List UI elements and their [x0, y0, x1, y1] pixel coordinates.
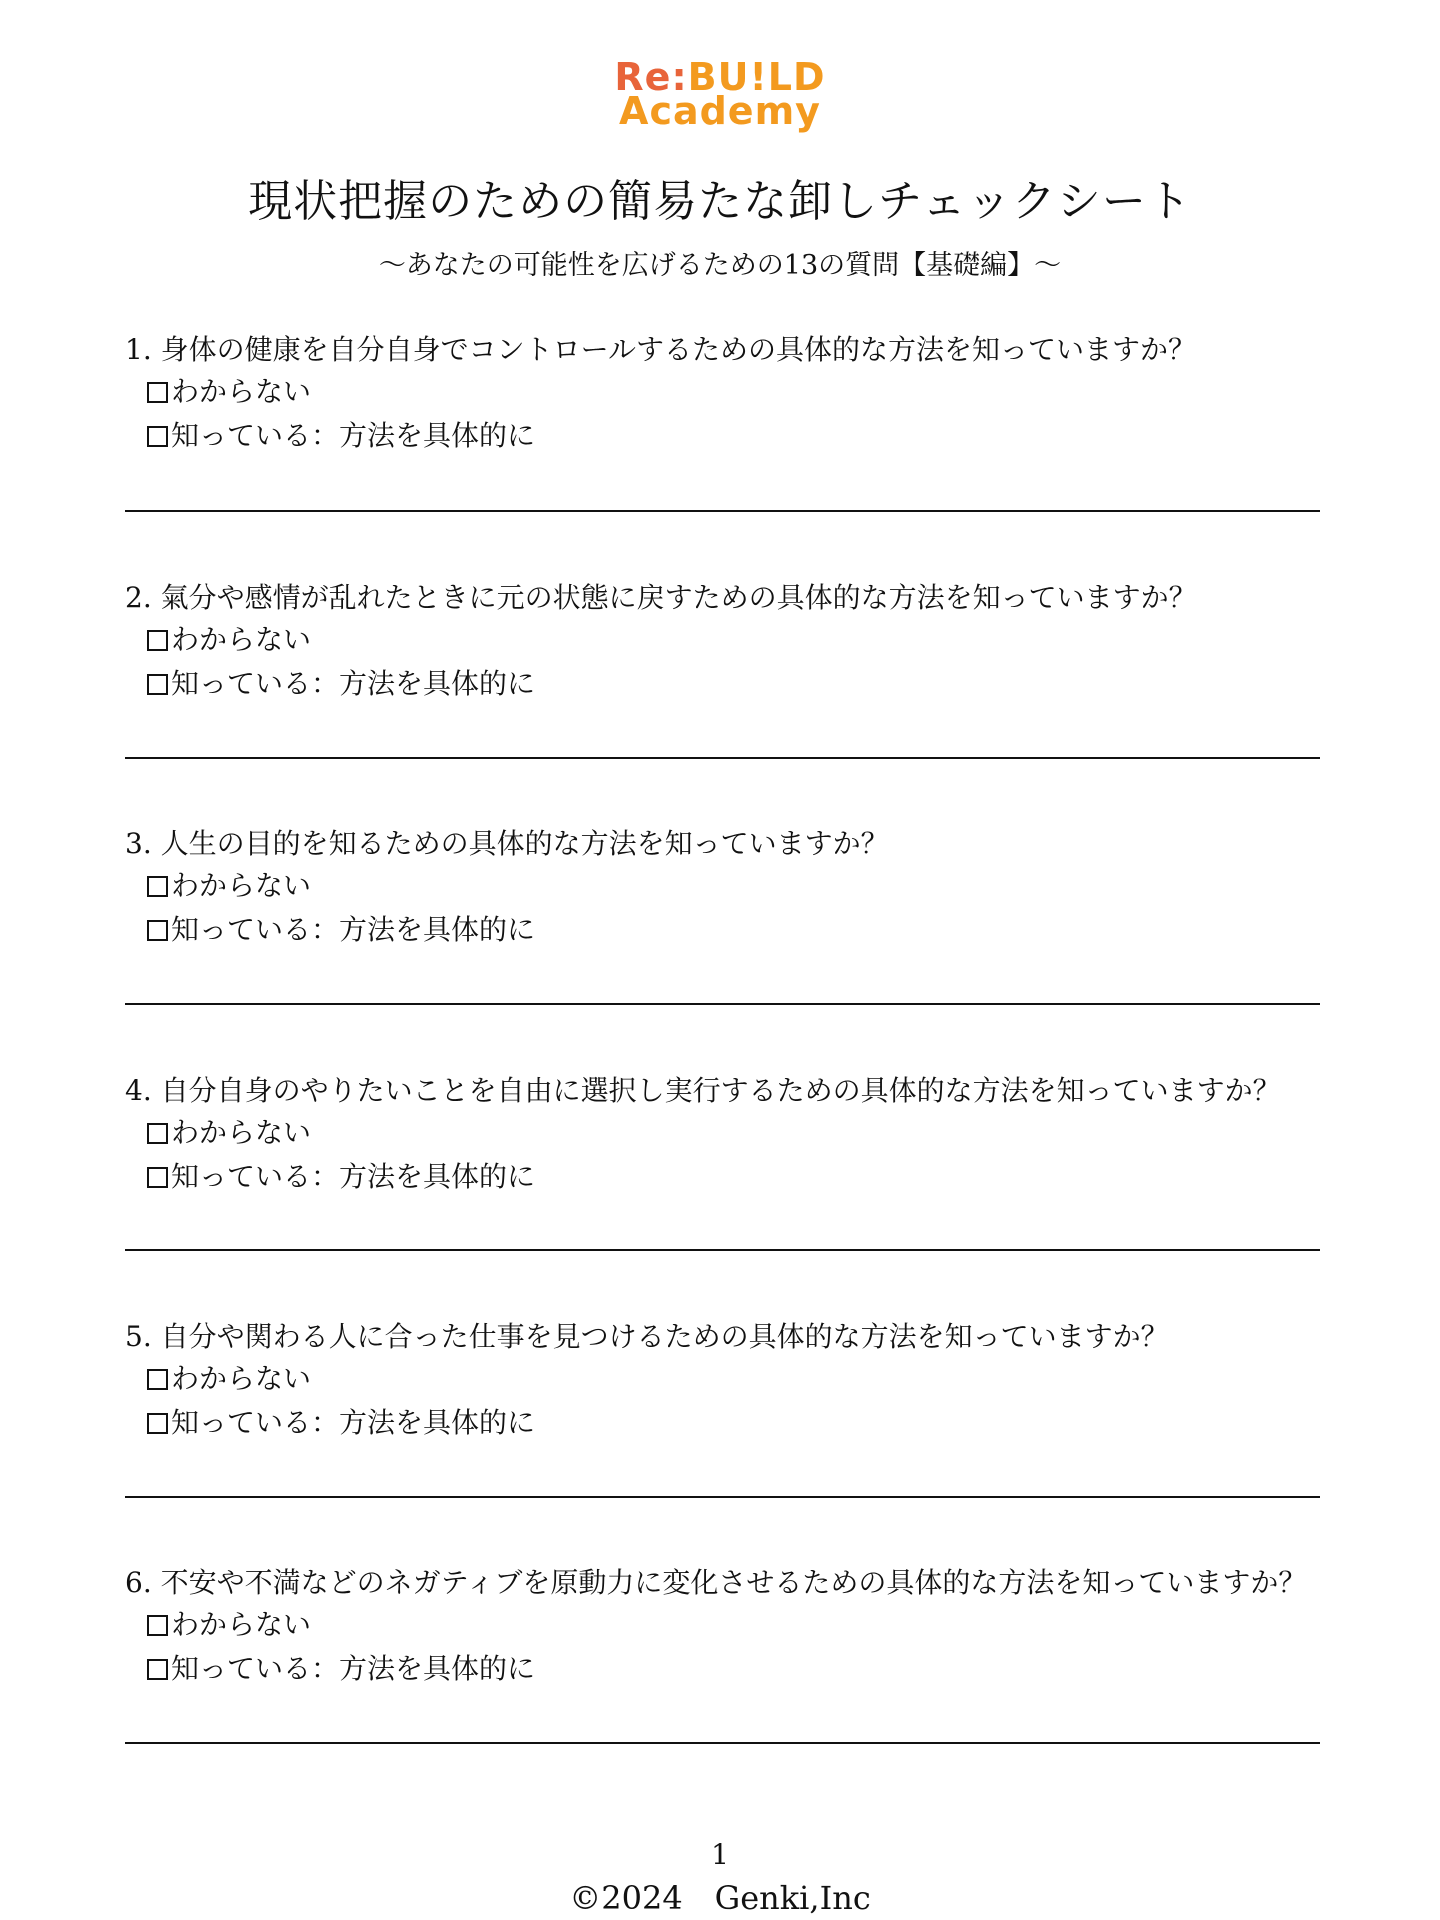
checkbox-icon[interactable] [147, 630, 168, 651]
option-label: わからない [171, 1608, 312, 1641]
question-2 [125, 578, 1325, 706]
question-text: 1. 身体の健康を自分自身でコントロールするための具体的な方法を知っていますか？ [125, 333, 1197, 366]
logo-text-build: BU!LD [687, 55, 826, 99]
question-5 [125, 1317, 1325, 1445]
option-know[interactable] [147, 1155, 1325, 1199]
option-label: わからない [171, 1116, 312, 1149]
question-text: 6. 不安や不満などのネガティブを原動力に変化させるための具体的な方法を知っていますか？ [125, 1566, 1307, 1599]
option-know[interactable] [147, 662, 1325, 706]
option-label: わからない [171, 1362, 312, 1395]
page-subtitle: ～あなたの可能性を広げるための13の質問【基礎編】～ [378, 250, 1062, 281]
answer-line [125, 1249, 1320, 1251]
option-label: わからない [171, 623, 312, 656]
answer-line [125, 757, 1320, 759]
page-number: 1 [711, 1838, 729, 1871]
question-text: 5. 自分や関わる人に合った仕事を見つけるための具体的な方法を知っていますか？ [125, 1320, 1169, 1353]
option-dont-know[interactable] [147, 618, 1325, 662]
question-3 [125, 824, 1325, 952]
option-dont-know[interactable] [147, 1111, 1325, 1155]
option-label: わからない [171, 375, 312, 408]
logo-text-re: Re: [614, 55, 688, 99]
answer-line [125, 510, 1320, 512]
logo [0, 55, 1440, 133]
option-label: 知っている：方法を具体的に [171, 913, 536, 946]
question-text: 3. 人生の目的を知るための具体的な方法を知っていますか？ [125, 827, 889, 860]
checkbox-icon[interactable] [147, 426, 168, 447]
answer-line [125, 1496, 1320, 1498]
question-6 [125, 1563, 1325, 1691]
checkbox-icon[interactable] [147, 1123, 168, 1144]
option-label: 知っている：方法を具体的に [171, 1652, 536, 1685]
option-label: 知っている：方法を具体的に [171, 419, 536, 452]
option-dont-know[interactable] [147, 1603, 1325, 1647]
checkbox-icon[interactable] [147, 1369, 168, 1390]
option-know[interactable] [147, 1401, 1325, 1445]
checkbox-icon[interactable] [147, 920, 168, 941]
checkbox-icon[interactable] [147, 1167, 168, 1188]
option-label: 知っている：方法を具体的に [171, 1406, 536, 1439]
checkbox-icon[interactable] [147, 382, 168, 403]
page-title: 現状把握のための簡易たな卸しチェックシート [248, 176, 1192, 227]
checkbox-icon[interactable] [147, 876, 168, 897]
option-know[interactable] [147, 414, 1325, 458]
option-dont-know[interactable] [147, 1357, 1325, 1401]
question-text: 4. 自分自身のやりたいことを自由に選択し実行するための具体的な方法を知っていますか？ [125, 1074, 1281, 1107]
question-1 [125, 330, 1325, 458]
copyright: ©2024 Genki,Inc [569, 1879, 871, 1917]
question-4 [125, 1071, 1325, 1199]
option-dont-know[interactable] [147, 864, 1325, 908]
option-know[interactable] [147, 908, 1325, 952]
checkbox-icon[interactable] [147, 1413, 168, 1434]
question-text: 2. 氣分や感情が乱れたときに元の状態に戻すための具体的な方法を知っていますか？ [125, 581, 1197, 614]
option-label: わからない [171, 869, 312, 902]
logo-text-academy: Academy [619, 89, 821, 133]
answer-line [125, 1742, 1320, 1744]
checkbox-icon[interactable] [147, 1615, 168, 1636]
checkbox-icon[interactable] [147, 674, 168, 695]
option-dont-know[interactable] [147, 370, 1325, 414]
option-label: 知っている：方法を具体的に [171, 1160, 536, 1193]
answer-line [125, 1003, 1320, 1005]
option-know[interactable] [147, 1647, 1325, 1691]
option-label: 知っている：方法を具体的に [171, 667, 536, 700]
checkbox-icon[interactable] [147, 1659, 168, 1680]
